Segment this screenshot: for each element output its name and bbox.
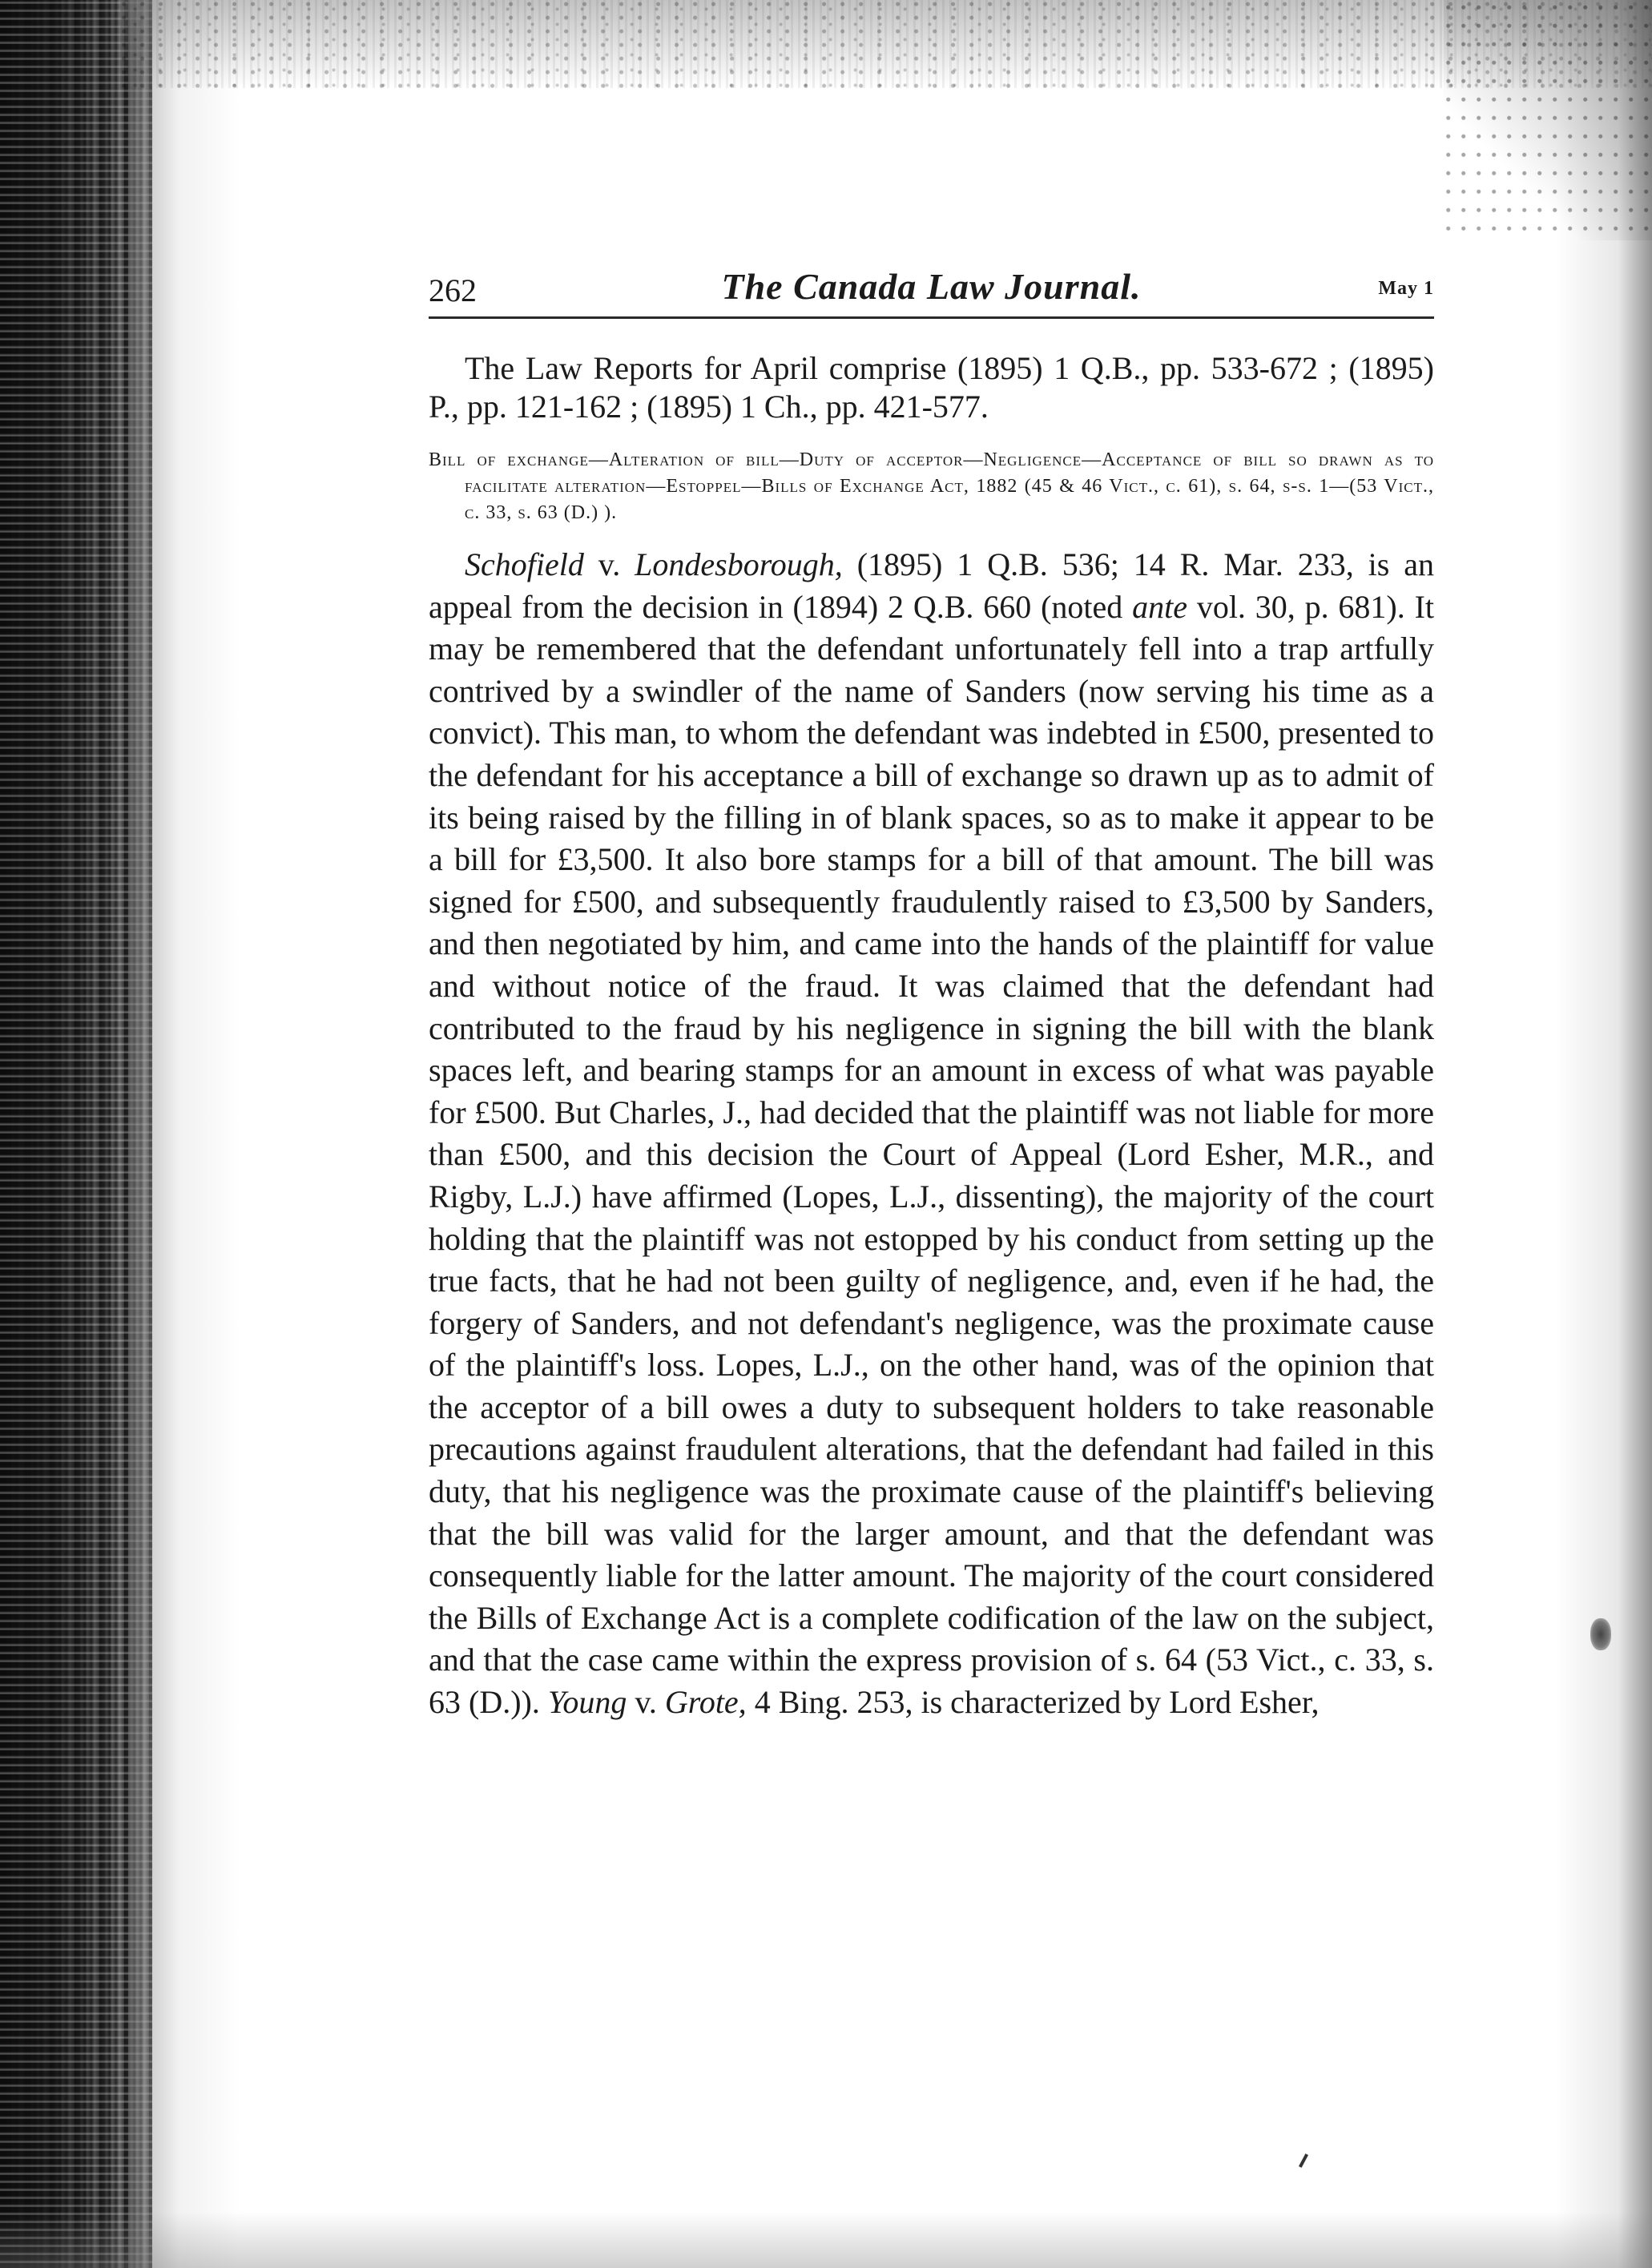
versus: v. (583, 546, 635, 582)
versus-2: v. (627, 1684, 665, 1721)
top-margin-noise (120, 0, 1652, 88)
bottom-page-edge (0, 2212, 1652, 2268)
stray-pen-mark (1299, 2153, 1308, 2168)
right-page-edge (1556, 0, 1652, 2268)
ink-blot (1590, 1618, 1611, 1650)
corner-noise (1444, 0, 1652, 240)
issue-date: May 1 (1378, 278, 1434, 299)
case-citation: (1895) 1 Q.B. 536; 14 R. Mar. 233, is an appeal from the decision in (1894) 2 Q.B. 660 (noted (429, 546, 1434, 625)
case-text: vol. 30, p. 681). It may be remembered that the defendant unfortunately fell into a trap artfully contrived by a swindler of the name of Sanders (now serving his time as a convict). This man, to whom the defendant was indebted in £500, presented to the defendant for his acceptance a bill of exchange so drawn up as to admit of its being raised by the filling in of blank spaces, so as to make it appear to be a bill for £3,500. It also bore stamps for a bill of that amount. The bill was signed for £500, and subsequently fraudulently raised to £3,500 by Sanders, and then negotiated by him, and came into the hands of the plaintiff for value and without notice of the fraud. It was claimed that the defendant had contributed to the fraud by his negligence in signing the bill with the blank spaces left, and bearing stamps for an amount in excess of what was payable for £500. But Charles, J., had decided that the plaintiff was not liable for more than £500, and this decision the Court of Appeal (Lord Esher, M.R., and Rigby, L.J.) have affirmed (Lopes, L.J., dissenting), the majority of the court holding that the plaintiff was not estopped by his conduct from setting up the true facts, that he had not been guilty of negligence, and, even if he had, the forgery of Sanders, and not defendant's negligence, was the proximate cause of the plaintiff's loss. Lopes, L.J., on the other hand, was of the opinion that the acceptor of a bill owes a duty to subsequent holders to take reasonable precautions against fraudulent alterations, that the defendant had failed in this duty, that his negligence was the proximate cause of the plaintiff's believing that the bill was valid for the larger amount, and that the defendant was consequently liable for the latter amount. The majority of the court considered the Bills of Exchange Act is a complete codification of the law on the subject, and that the case came within the express provision of s. 64 (53 Vict., c. 33, s. 63 (D.)). (429, 588, 1434, 1721)
binding-fade (128, 0, 240, 2268)
page-number: 262 (429, 272, 477, 308)
ante-term: ante (1132, 588, 1187, 625)
case-headnote: Bill of exchange—Alteration of bill—Duty of acceptor—Negligence—Acceptance of bill so drawn as to facilitate alteration—Estoppel—Bills of Exchange Act, 1882 (45 & 46 Vict., c. 61), s. 64, s-s. 1—(53 Vict., c. 33, s. 63 (D.) ). (429, 449, 1434, 523)
case-body (429, 544, 1434, 1724)
case-party-2: Londesborough, (635, 546, 843, 582)
journal-title: The Canada Law Journal. (721, 266, 1142, 307)
cited-party-1: Young (547, 1684, 627, 1721)
text-block (429, 260, 1434, 1724)
cited-party-2: Grote, (664, 1684, 747, 1721)
case-text-tail: 4 Bing. 253, is characterized by Lord Esher, (746, 1684, 1320, 1721)
case-party-1: Schofield (465, 546, 584, 582)
intro-paragraph: The Law Reports for April comprise (1895) 1 Q.B., pp. 533-672 ; (1895) P., pp. 121-162 ; (1895) 1 Ch., pp. 421-577. (429, 350, 1434, 425)
running-head (429, 260, 1434, 319)
